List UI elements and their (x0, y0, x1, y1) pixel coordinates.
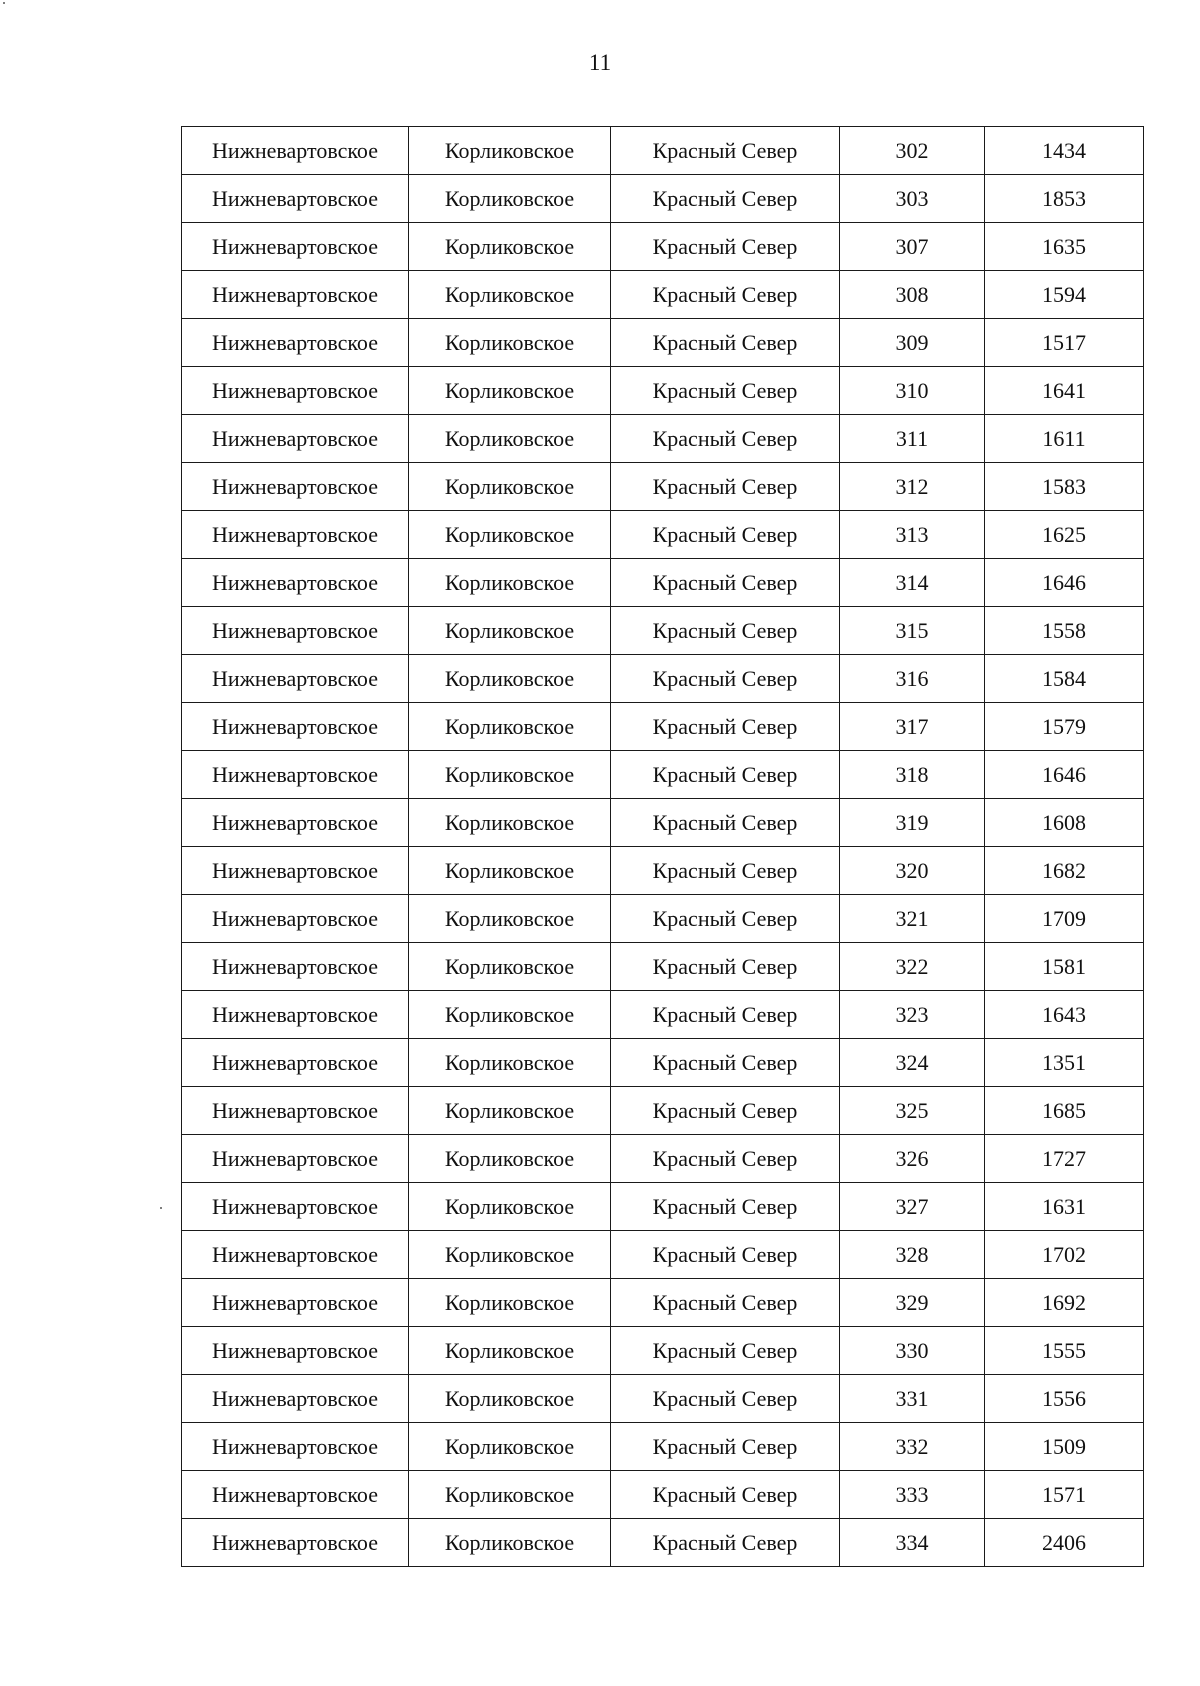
number-cell: 319 (840, 799, 985, 847)
value-cell: 1579 (985, 703, 1144, 751)
settlement-cell: Корликовское (409, 655, 611, 703)
number-cell: 310 (840, 367, 985, 415)
district-cell: Нижневартовское (182, 943, 409, 991)
value-cell: 1509 (985, 1423, 1144, 1471)
table-row (182, 223, 1144, 271)
value-cell: 1727 (985, 1135, 1144, 1183)
table-row (182, 511, 1144, 559)
value-cell: 1351 (985, 1039, 1144, 1087)
table-row (182, 1471, 1144, 1519)
number-cell: 323 (840, 991, 985, 1039)
locality-cell: Красный Север (611, 463, 840, 511)
settlement-cell: Корликовское (409, 751, 611, 799)
number-cell: 320 (840, 847, 985, 895)
locality-cell: Красный Север (611, 655, 840, 703)
table-row (182, 1087, 1144, 1135)
locality-cell: Красный Север (611, 1087, 840, 1135)
table-row (182, 655, 1144, 703)
table-row (182, 175, 1144, 223)
table-row (182, 1519, 1144, 1567)
district-cell: Нижневартовское (182, 1039, 409, 1087)
settlement-cell: Корликовское (409, 175, 611, 223)
number-cell: 321 (840, 895, 985, 943)
settlement-cell: Корликовское (409, 607, 611, 655)
page-number: 11 (588, 50, 612, 75)
value-cell: 1643 (985, 991, 1144, 1039)
number-cell: 317 (840, 703, 985, 751)
locality-cell: Красный Север (611, 559, 840, 607)
settlement-cell: Корликовское (409, 511, 611, 559)
district-cell: Нижневартовское (182, 1327, 409, 1375)
settlement-cell: Корликовское (409, 1423, 611, 1471)
table-row (182, 1279, 1144, 1327)
district-cell: Нижневартовское (182, 655, 409, 703)
district-cell: Нижневартовское (182, 511, 409, 559)
number-cell: 330 (840, 1327, 985, 1375)
table-row (182, 271, 1144, 319)
locality-cell: Красный Север (611, 847, 840, 895)
table-row (182, 1039, 1144, 1087)
table-row (182, 127, 1144, 175)
table-row (182, 1231, 1144, 1279)
district-cell: Нижневартовское (182, 1423, 409, 1471)
district-cell: Нижневартовское (182, 847, 409, 895)
district-cell: Нижневартовское (182, 1375, 409, 1423)
settlement-cell: Корликовское (409, 703, 611, 751)
locality-cell: Красный Север (611, 1279, 840, 1327)
settlement-cell: Корликовское (409, 943, 611, 991)
table-row (182, 607, 1144, 655)
locality-cell: Красный Север (611, 415, 840, 463)
settlement-cell: Корликовское (409, 895, 611, 943)
locality-cell: Красный Север (611, 1039, 840, 1087)
locality-cell: Красный Север (611, 1471, 840, 1519)
table-row (182, 895, 1144, 943)
number-cell: 311 (840, 415, 985, 463)
value-cell: 1692 (985, 1279, 1144, 1327)
value-cell: 1635 (985, 223, 1144, 271)
table-row (182, 559, 1144, 607)
table-row (182, 463, 1144, 511)
value-cell: 1611 (985, 415, 1144, 463)
value-cell: 1709 (985, 895, 1144, 943)
locality-cell: Красный Север (611, 223, 840, 271)
scan-speck (160, 1207, 162, 1209)
locality-cell: Красный Север (611, 943, 840, 991)
data-table (181, 126, 1144, 1567)
district-cell: Нижневартовское (182, 175, 409, 223)
table-row (182, 703, 1144, 751)
locality-cell: Красный Север (611, 127, 840, 175)
number-cell: 318 (840, 751, 985, 799)
table-row (182, 847, 1144, 895)
district-cell: Нижневартовское (182, 367, 409, 415)
locality-cell: Красный Север (611, 1183, 840, 1231)
locality-cell: Красный Север (611, 751, 840, 799)
district-cell: Нижневартовское (182, 127, 409, 175)
table-row (182, 1423, 1144, 1471)
number-cell: 327 (840, 1183, 985, 1231)
locality-cell: Красный Север (611, 1231, 840, 1279)
district-cell: Нижневартовское (182, 1519, 409, 1567)
settlement-cell: Корликовское (409, 1519, 611, 1567)
value-cell: 1594 (985, 271, 1144, 319)
value-cell: 1556 (985, 1375, 1144, 1423)
number-cell: 326 (840, 1135, 985, 1183)
table-row (182, 367, 1144, 415)
number-cell: 315 (840, 607, 985, 655)
number-cell: 334 (840, 1519, 985, 1567)
locality-cell: Красный Север (611, 1327, 840, 1375)
locality-cell: Красный Север (611, 175, 840, 223)
value-cell: 1558 (985, 607, 1144, 655)
value-cell: 1646 (985, 559, 1144, 607)
settlement-cell: Корликовское (409, 1231, 611, 1279)
settlement-cell: Корликовское (409, 367, 611, 415)
value-cell: 1631 (985, 1183, 1144, 1231)
number-cell: 322 (840, 943, 985, 991)
settlement-cell: Корликовское (409, 1135, 611, 1183)
number-cell: 332 (840, 1423, 985, 1471)
value-cell: 1853 (985, 175, 1144, 223)
table-row (182, 1183, 1144, 1231)
number-cell: 316 (840, 655, 985, 703)
value-cell: 1608 (985, 799, 1144, 847)
value-cell: 1682 (985, 847, 1144, 895)
number-cell: 331 (840, 1375, 985, 1423)
locality-cell: Красный Север (611, 319, 840, 367)
settlement-cell: Корликовское (409, 559, 611, 607)
district-cell: Нижневартовское (182, 895, 409, 943)
settlement-cell: Корликовское (409, 415, 611, 463)
table-row (182, 943, 1144, 991)
district-cell: Нижневартовское (182, 1231, 409, 1279)
value-cell: 1434 (985, 127, 1144, 175)
locality-cell: Красный Север (611, 607, 840, 655)
settlement-cell: Корликовское (409, 319, 611, 367)
table-row (182, 1135, 1144, 1183)
district-cell: Нижневартовское (182, 319, 409, 367)
table-row (182, 751, 1144, 799)
table-row (182, 991, 1144, 1039)
district-cell: Нижневартовское (182, 703, 409, 751)
number-cell: 325 (840, 1087, 985, 1135)
district-cell: Нижневартовское (182, 1279, 409, 1327)
settlement-cell: Корликовское (409, 1375, 611, 1423)
settlement-cell: Корликовское (409, 1087, 611, 1135)
number-cell: 333 (840, 1471, 985, 1519)
district-cell: Нижневартовское (182, 559, 409, 607)
settlement-cell: Корликовское (409, 1183, 611, 1231)
number-cell: 312 (840, 463, 985, 511)
value-cell: 1555 (985, 1327, 1144, 1375)
settlement-cell: Корликовское (409, 1279, 611, 1327)
district-cell: Нижневартовское (182, 271, 409, 319)
district-cell: Нижневартовское (182, 415, 409, 463)
value-cell: 1571 (985, 1471, 1144, 1519)
settlement-cell: Корликовское (409, 127, 611, 175)
number-cell: 309 (840, 319, 985, 367)
number-cell: 303 (840, 175, 985, 223)
value-cell: 2406 (985, 1519, 1144, 1567)
value-cell: 1583 (985, 463, 1144, 511)
district-cell: Нижневартовское (182, 751, 409, 799)
settlement-cell: Корликовское (409, 1327, 611, 1375)
scan-speck (3, 2, 5, 4)
locality-cell: Красный Север (611, 991, 840, 1039)
locality-cell: Красный Север (611, 511, 840, 559)
locality-cell: Красный Север (611, 895, 840, 943)
table-row (182, 1375, 1144, 1423)
number-cell: 324 (840, 1039, 985, 1087)
settlement-cell: Корликовское (409, 271, 611, 319)
number-cell: 328 (840, 1231, 985, 1279)
district-cell: Нижневартовское (182, 991, 409, 1039)
number-cell: 307 (840, 223, 985, 271)
number-cell: 302 (840, 127, 985, 175)
district-cell: Нижневартовское (182, 1087, 409, 1135)
value-cell: 1702 (985, 1231, 1144, 1279)
locality-cell: Красный Север (611, 1423, 840, 1471)
table-row (182, 415, 1144, 463)
table-row (182, 319, 1144, 367)
district-cell: Нижневартовское (182, 1183, 409, 1231)
number-cell: 329 (840, 1279, 985, 1327)
table-row (182, 1327, 1144, 1375)
district-cell: Нижневартовское (182, 607, 409, 655)
value-cell: 1517 (985, 319, 1144, 367)
number-cell: 314 (840, 559, 985, 607)
locality-cell: Красный Север (611, 367, 840, 415)
number-cell: 308 (840, 271, 985, 319)
settlement-cell: Корликовское (409, 223, 611, 271)
value-cell: 1584 (985, 655, 1144, 703)
number-cell: 313 (840, 511, 985, 559)
district-cell: Нижневартовское (182, 463, 409, 511)
value-cell: 1625 (985, 511, 1144, 559)
district-cell: Нижневартовское (182, 1135, 409, 1183)
locality-cell: Красный Север (611, 1519, 840, 1567)
settlement-cell: Корликовское (409, 1471, 611, 1519)
settlement-cell: Корликовское (409, 799, 611, 847)
locality-cell: Красный Север (611, 799, 840, 847)
value-cell: 1685 (985, 1087, 1144, 1135)
district-cell: Нижневартовское (182, 223, 409, 271)
value-cell: 1641 (985, 367, 1144, 415)
table-body (182, 127, 1144, 1567)
locality-cell: Красный Север (611, 1375, 840, 1423)
settlement-cell: Корликовское (409, 847, 611, 895)
settlement-cell: Корликовское (409, 1039, 611, 1087)
district-cell: Нижневартовское (182, 1471, 409, 1519)
locality-cell: Красный Север (611, 1135, 840, 1183)
table-row (182, 799, 1144, 847)
value-cell: 1581 (985, 943, 1144, 991)
locality-cell: Красный Север (611, 271, 840, 319)
value-cell: 1646 (985, 751, 1144, 799)
settlement-cell: Корликовское (409, 463, 611, 511)
settlement-cell: Корликовское (409, 991, 611, 1039)
locality-cell: Красный Север (611, 703, 840, 751)
district-cell: Нижневартовское (182, 799, 409, 847)
